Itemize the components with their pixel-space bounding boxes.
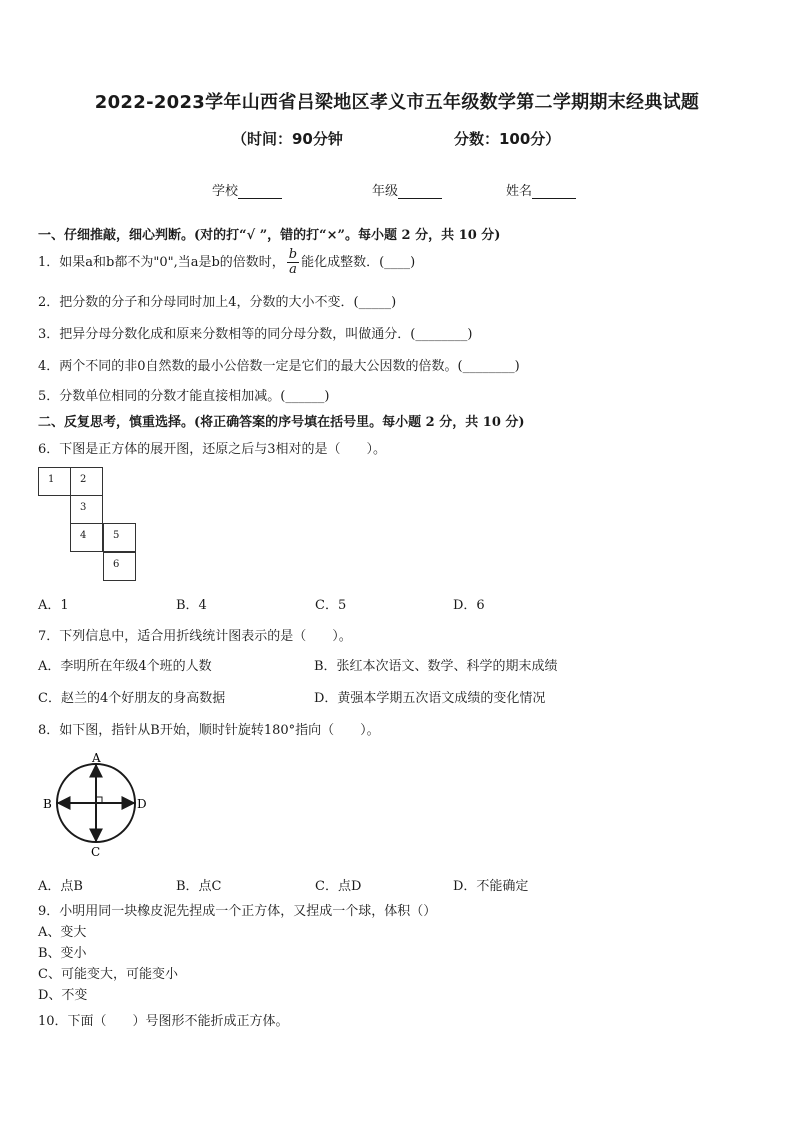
q7-option-b: B．张红本次语文、数学、科学的期末成绩 xyxy=(314,659,558,674)
rotation-circle-figure xyxy=(36,750,156,862)
section-1-heading: 一、仔细推敲，细心判断。(对的打“√ ”，错的打“×”。每小题 2 分，共 10 分) xyxy=(38,228,501,243)
net-cell: 4 xyxy=(70,523,103,552)
question-1 xyxy=(38,248,415,278)
q8-option-d: D．不能确定 xyxy=(453,879,529,894)
question-8: 8．如下图，指针从B开始，顺时针旋转180°指向（ ）。 xyxy=(38,723,380,738)
grade-label: 年级 xyxy=(372,184,399,199)
label-d: D xyxy=(137,797,147,811)
q8-option-b: B．点C xyxy=(176,879,222,894)
q6-option-d: D．6 xyxy=(453,598,485,613)
net-cell: 2 xyxy=(70,467,103,496)
question-9: 9．小明用同一块橡皮泥先捏成一个正方体，又捏成一个球，体积（） xyxy=(38,904,437,919)
net-cell: 1 xyxy=(38,467,71,496)
section-2-heading: 二、反复思考，慎重选择。(将正确答案的序号填在括号里。每小题 2 分，共 10 分) xyxy=(38,415,525,430)
fraction-b-over-a xyxy=(287,248,299,277)
q8-option-c: C．点D xyxy=(315,879,362,894)
label-c: C xyxy=(91,845,101,859)
question-6: 6．下图是正方体的展开图，还原之后与3相对的是（ ）。 xyxy=(38,442,387,457)
school-label: 学校 xyxy=(212,184,239,199)
question-4: 4．两个不同的非0自然数的最小公倍数一定是它们的最大公因数的倍数。(________) xyxy=(38,359,520,374)
q7-option-d: D．黄强本学期五次语文成绩的变化情况 xyxy=(314,691,546,706)
grade-field xyxy=(372,180,442,199)
question-7: 7．下列信息中，适合用折线统计图表示的是（ ）。 xyxy=(38,629,352,644)
question-5: 5．分数单位相同的分数才能直接相加减。(______) xyxy=(38,389,330,404)
q9-option-a: A、变大 xyxy=(38,925,87,940)
name-field xyxy=(506,180,576,199)
q6-option-b: B．4 xyxy=(176,598,207,613)
label-a: A xyxy=(92,751,101,765)
net-cell: 3 xyxy=(70,495,103,524)
q1-text-pre: 1．如果a和b都不为"0",当a是b的倍数时， xyxy=(38,255,285,270)
q9-option-d: D、不变 xyxy=(38,988,88,1003)
q9-option-c: C、可能变大，可能变小 xyxy=(38,967,178,982)
q8-option-a: A．点B xyxy=(38,879,83,894)
page-title: 2022-2023学年山西省吕梁地区孝义市五年级数学第二学期期末经典试题 xyxy=(94,92,700,113)
school-field xyxy=(212,180,282,199)
school-blank xyxy=(238,185,282,199)
fraction-numerator: b xyxy=(288,247,298,262)
exam-time: （时间：90分钟 xyxy=(232,130,343,148)
q7-option-c: C．赵兰的4个好朋友的身高数据 xyxy=(38,691,226,706)
grade-blank xyxy=(398,185,442,199)
question-10: 10．下面（ ）号图形不能折成正方体。 xyxy=(38,1014,289,1029)
fraction-denominator: a xyxy=(289,262,297,277)
label-b: B xyxy=(43,797,52,811)
question-3: 3．把异分母分数化成和原来分数相等的同分母分数，叫做通分．(________) xyxy=(38,327,473,342)
q7-option-a: A．李明所在年级4个班的人数 xyxy=(38,659,212,674)
q9-option-b: B、变小 xyxy=(38,946,87,961)
cube-net-figure xyxy=(38,467,138,585)
q6-option-c: C．5 xyxy=(315,598,347,613)
name-label: 姓名 xyxy=(506,184,533,199)
name-blank xyxy=(532,185,576,199)
question-2: 2．把分数的分子和分母同时加上4，分数的大小不变．(_____) xyxy=(38,295,397,310)
q6-option-a: A．1 xyxy=(38,598,69,613)
exam-score: 分数：100分） xyxy=(454,130,561,148)
net-cell: 6 xyxy=(103,552,136,581)
net-cell: 5 xyxy=(103,523,136,552)
q1-text-post: 能化成整数．(____) xyxy=(301,255,416,270)
